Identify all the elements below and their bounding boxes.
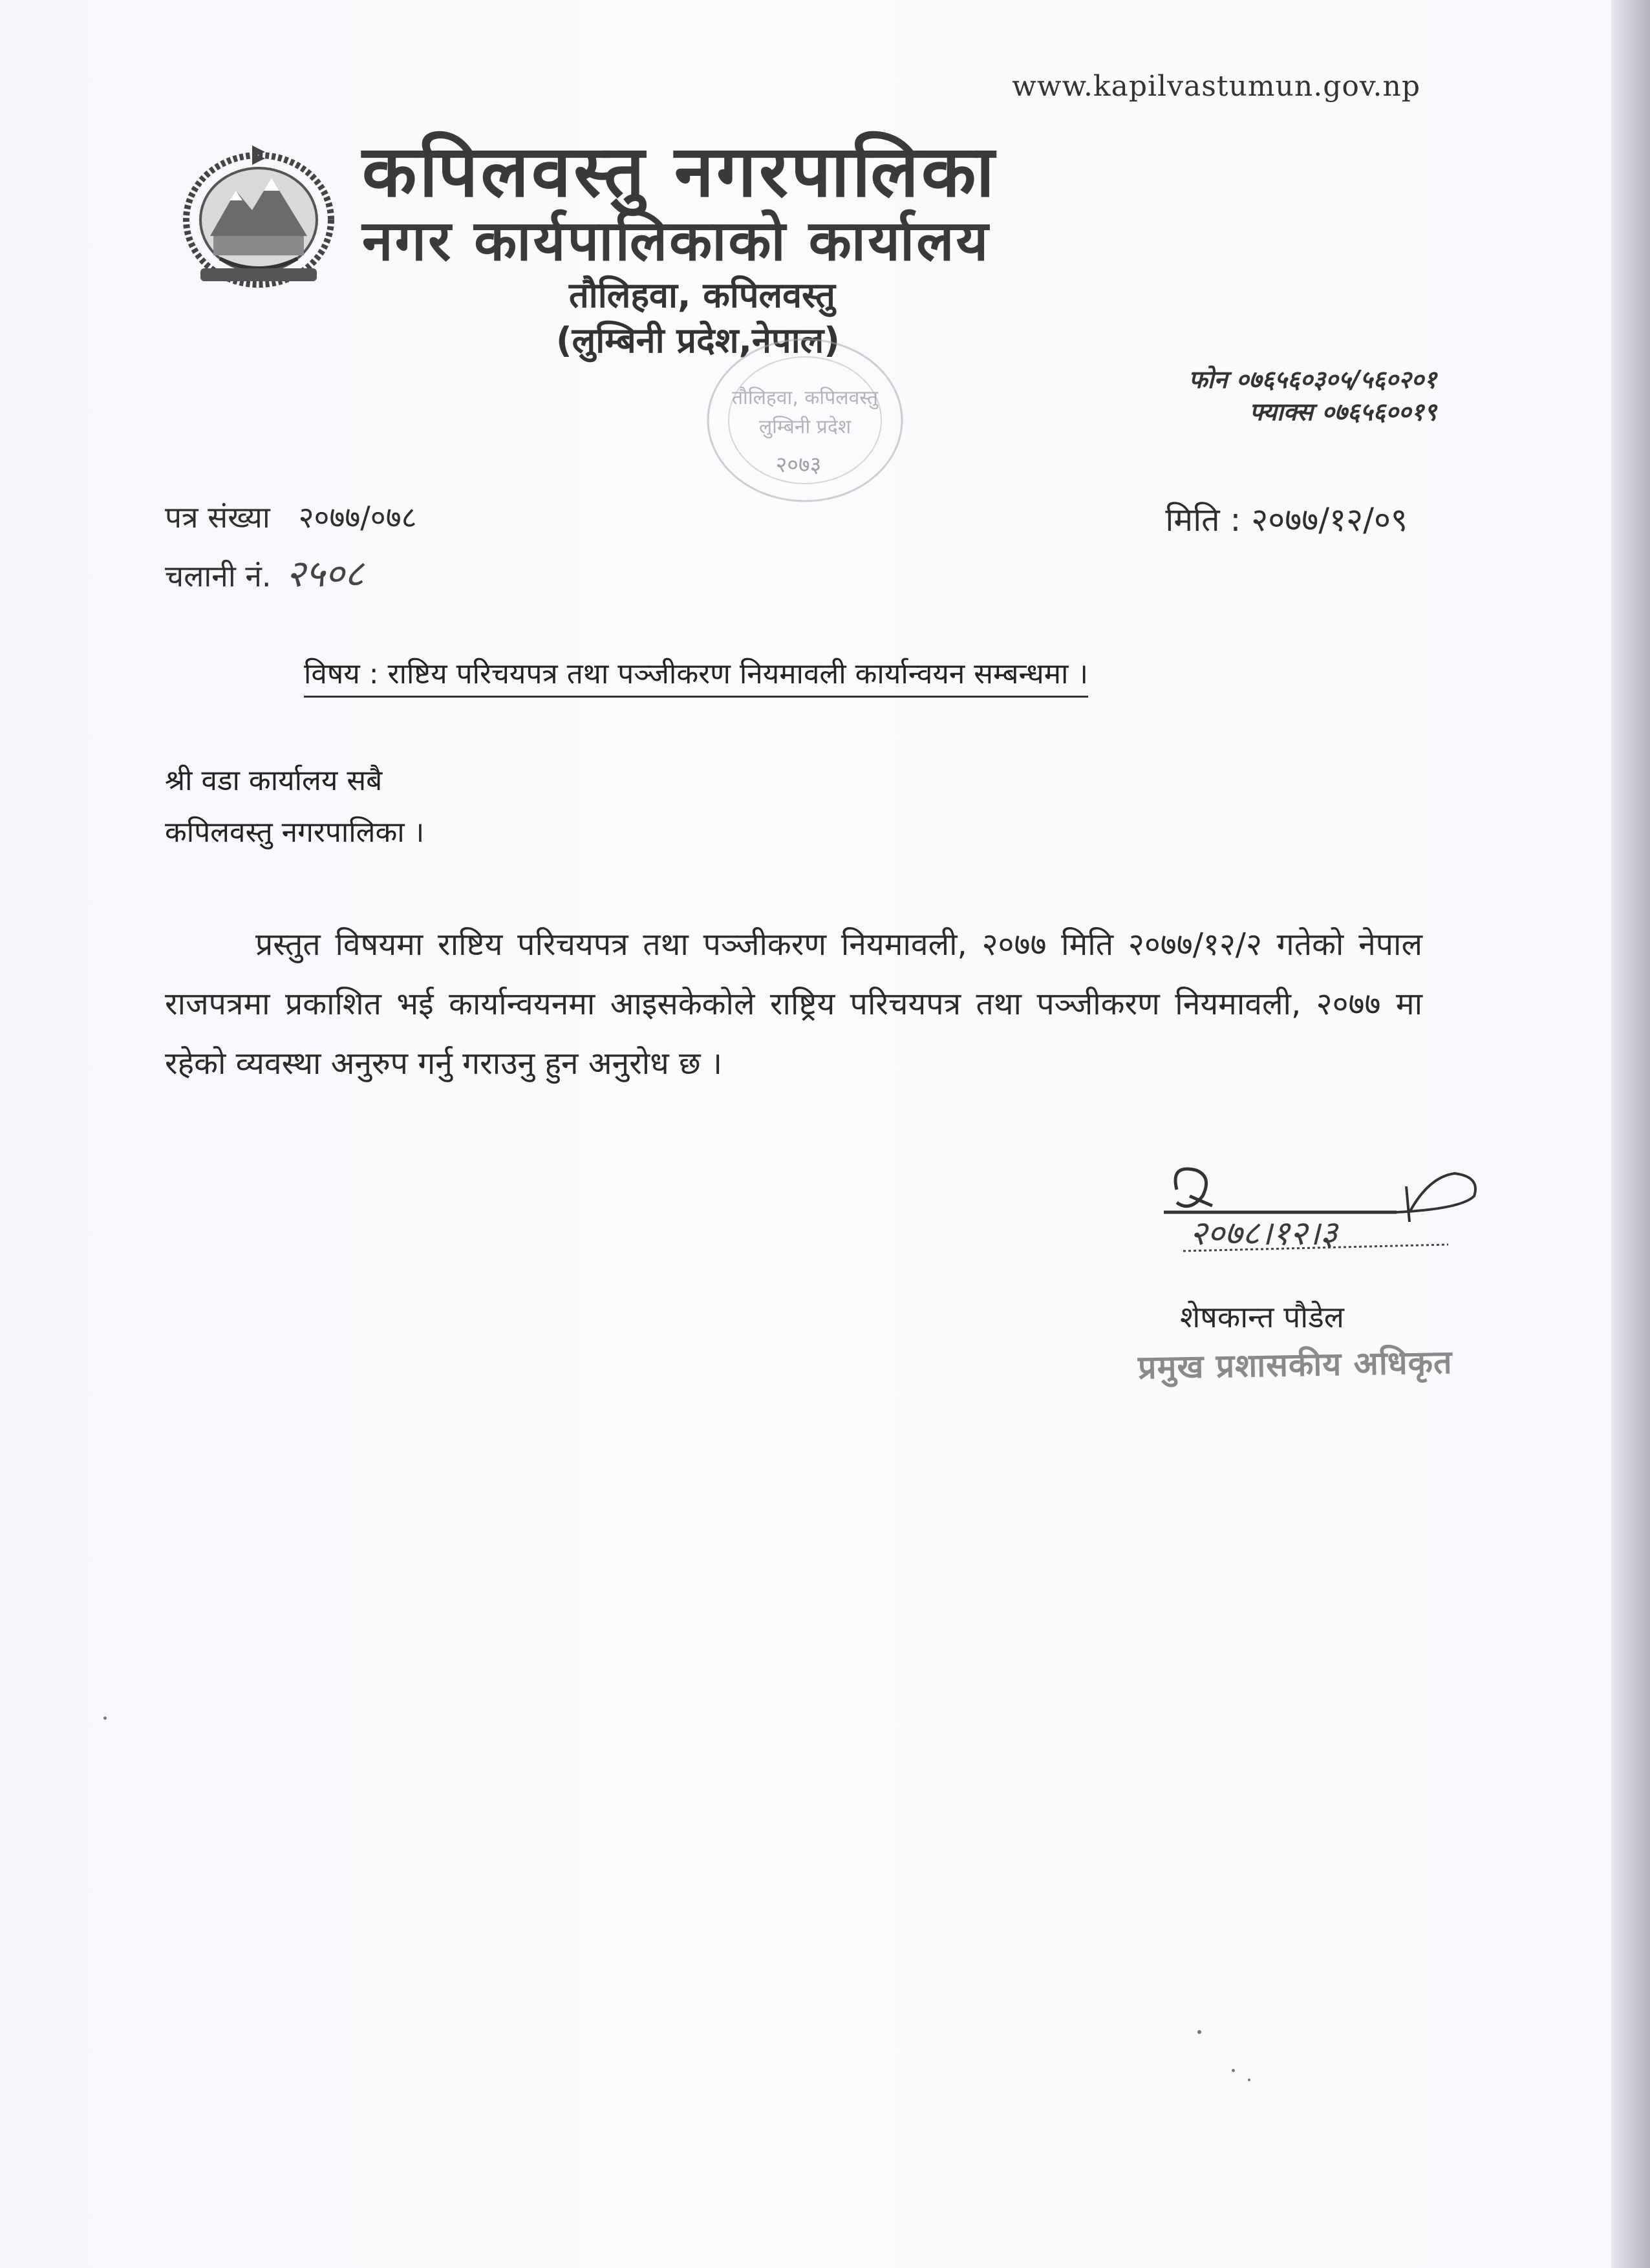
website-url: www.kapilvastumun.gov.np <box>1012 70 1420 103</box>
scan-speck <box>1232 2069 1235 2072</box>
letter-number-value: २०७७/०७८ <box>298 500 417 535</box>
stamp-text-line3: २०७३ <box>775 452 822 478</box>
recipient-line-1: श्री वडा कार्यालय सबै <box>165 764 383 797</box>
letter-number <box>165 497 417 537</box>
dispatch-number-handwritten: २५०८ <box>286 551 364 595</box>
letter-date <box>1165 497 1408 540</box>
nepal-government-emblem-icon <box>175 139 343 294</box>
office-name: नगर कार्यपालिकाको कार्यालय <box>362 209 991 273</box>
office-address: तौलिहवा, कपिलवस्तु <box>569 275 835 316</box>
office-province: (लुम्बिनी प्रदेश,नेपाल) <box>556 320 840 361</box>
signatory-name: शेषकान्त पौडेल <box>1180 1300 1344 1334</box>
recipient-line-2: कपिलवस्तु नगरपालिका । <box>165 816 425 849</box>
date-value: २०७७/१२/०९ <box>1251 501 1408 539</box>
dispatch-number-label: चलानी नं. <box>165 559 272 594</box>
office-round-stamp <box>698 323 912 511</box>
letter-body: प्रस्तुत विषयमा राष्टिय परिचयपत्र तथा पञ्जीकरण नियमावली, २०७७ मिति २०७७/१२/२ गतेको नेपाल राजपत्रमा प्रकाशित भई कार्यान्वयनमा आइसकेकोले राष्ट्रिय परिचयपत्र तथा पञ्जीकरण नियमावली, २०७७ मा रहेको व्यवस्था अनुरुप गर्नु गराउनु हुन अनुरोध छ । <box>165 926 1422 1082</box>
signatory-title-stamp: प्रमुख प्रशासकीय अधिकृत <box>1137 1343 1453 1387</box>
stamp-text-line1: तौलिहवा, कपिलवस्तु <box>731 387 879 409</box>
date-label: मिति : <box>1165 501 1241 539</box>
handwritten-signature <box>1151 1151 1487 1280</box>
fax-number: फ्याक्स ०७६५६००१९ <box>1249 398 1437 426</box>
letter-subject: विषय : राष्टिय परिचयपत्र तथा पञ्जीकरण नियमावली कार्यान्वयन सम्बन्धमा । <box>304 653 1088 698</box>
phone-number: फोन ०७६५६०३०५/५६०२०१ <box>1188 365 1437 394</box>
dispatch-number <box>165 546 364 597</box>
signature-date: २०७८।१२।३ <box>1190 1214 1338 1253</box>
scan-speck <box>103 1717 107 1720</box>
scan-page-edge <box>1611 0 1650 2268</box>
organization-name: कपिलवस्तु नगरपालिका <box>362 130 997 213</box>
stamp-text-line2: लुम्बिनी प्रदेश <box>758 416 852 438</box>
scan-speck <box>1197 2030 1201 2034</box>
scan-speck <box>1248 2079 1250 2081</box>
letter-number-label: पत्र संख्या <box>165 500 270 535</box>
